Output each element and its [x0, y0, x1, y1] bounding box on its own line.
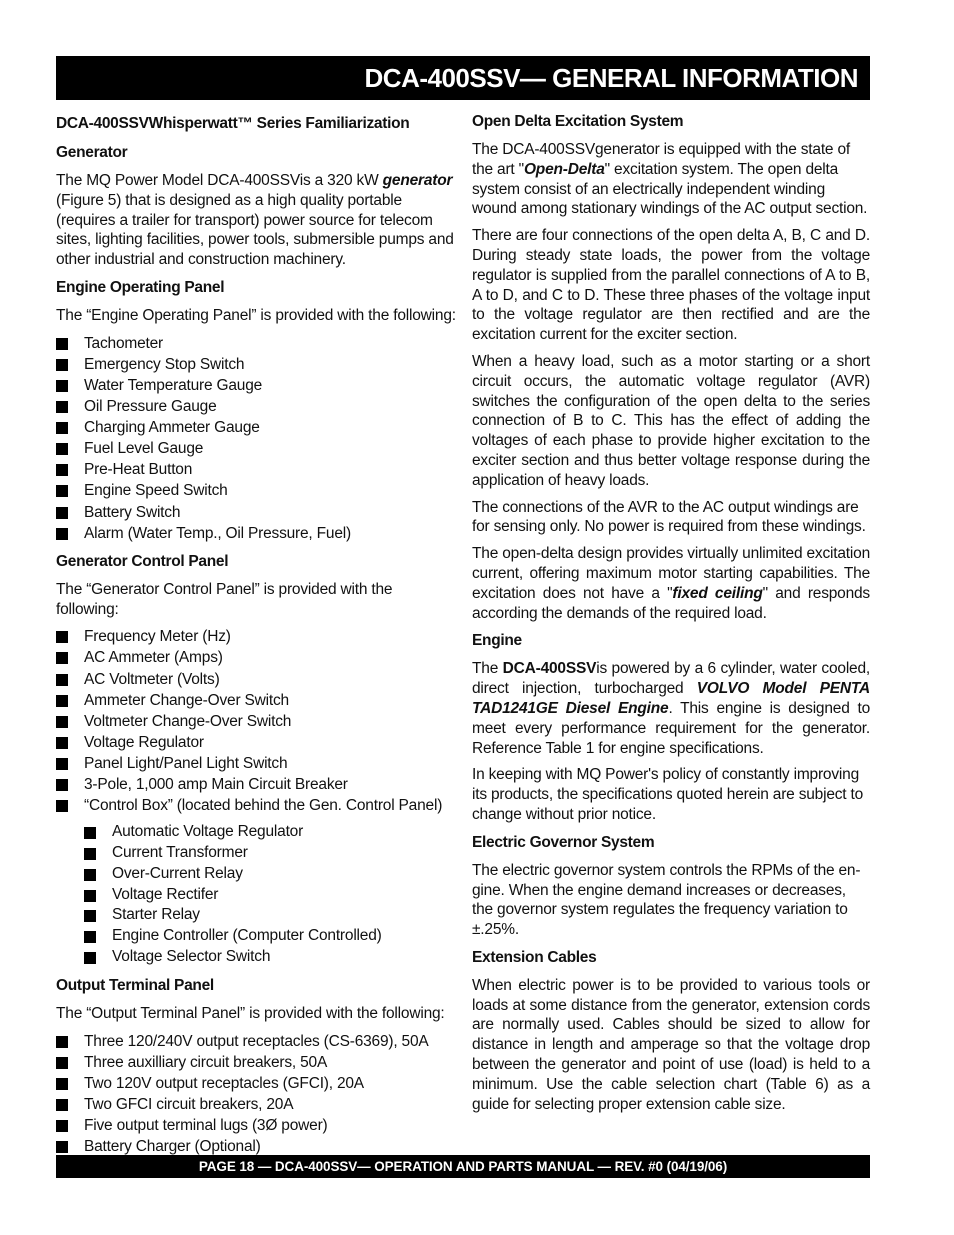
square-bullet-icon	[84, 952, 96, 964]
square-bullet-icon	[56, 401, 68, 413]
list-item	[56, 354, 456, 375]
square-bullet-icon	[56, 631, 68, 643]
square-bullet-icon	[84, 910, 96, 922]
square-bullet-icon	[56, 464, 68, 476]
right-column	[472, 111, 870, 1121]
list-item	[56, 690, 456, 711]
square-bullet-icon	[56, 737, 68, 749]
engine-heading: Engine	[472, 632, 522, 650]
square-bullet-icon	[56, 380, 68, 392]
square-bullet-icon	[56, 1120, 68, 1132]
square-bullet-icon	[56, 1099, 68, 1111]
generator-paragraph	[56, 171, 456, 270]
square-bullet-icon	[56, 779, 68, 791]
list-item-label: Current Transformer	[112, 843, 248, 861]
square-bullet-icon	[56, 674, 68, 686]
square-bullet-icon	[56, 652, 68, 664]
text-run: The	[472, 660, 503, 678]
open-delta-paragraph-5	[472, 544, 870, 623]
list-item-label: Five output terminal lugs (3Ø power)	[84, 1116, 328, 1134]
square-bullet-icon	[84, 931, 96, 943]
list-item-label: Pre-Heat Button	[84, 461, 193, 479]
output-terminal-panel-intro: The “Output Terminal Panel” is provided with the following:	[56, 1004, 445, 1022]
list-item-label: Charging Ammeter Gauge	[84, 419, 260, 437]
extension-cables-heading: Extension Cables	[472, 948, 597, 966]
square-bullet-icon	[84, 827, 96, 839]
text-run: is powered by a 6 cylinder, water cooled, direct injection, turbocharged	[472, 660, 871, 698]
list-item-label: Emergency Stop Switch	[84, 355, 245, 373]
list-item-label: AC Voltmeter (Volts)	[84, 670, 220, 688]
square-bullet-icon	[56, 422, 68, 434]
list-item-label: Three 120/240V output receptacles (CS-6369), 50A	[84, 1032, 429, 1050]
engine-paragraph-1	[472, 659, 870, 758]
text-run: " excitation system. The open delta system consist of an electrically independent winding wound among stationary windings of the AC output section.	[472, 160, 868, 218]
square-bullet-icon	[84, 890, 96, 902]
list-item-label: Two 120V output receptacles (GFCI), 20A	[84, 1074, 364, 1092]
engine-operating-panel-heading: Engine Operating Panel	[56, 278, 225, 296]
square-bullet-icon	[56, 443, 68, 455]
generator-control-panel-list	[56, 626, 456, 816]
open-delta-heading: Open Delta Excitation System	[472, 113, 684, 130]
list-item-label: Engine Controller (Computer Controlled)	[112, 927, 382, 945]
list-item-label: Tachometer	[84, 334, 163, 352]
list-item-label: Panel Light/Panel Light Switch	[84, 754, 288, 772]
list-item-label: Two GFCI circuit breakers, 20A	[84, 1095, 294, 1113]
list-item-label: Voltage Selector Switch	[112, 947, 271, 965]
governor-heading: Electric Governor System	[472, 833, 655, 851]
list-item	[56, 626, 456, 647]
square-bullet-icon	[56, 1078, 68, 1090]
square-bullet-icon	[56, 800, 68, 812]
list-item	[56, 669, 456, 690]
list-item-label: Automatic Voltage Regulator	[112, 823, 304, 841]
open-delta-paragraph-1	[472, 140, 870, 219]
list-item	[56, 732, 456, 753]
list-item	[56, 333, 456, 354]
list-item-label: Over-Current Relay	[112, 864, 243, 882]
square-bullet-icon	[56, 485, 68, 497]
engine-paragraph-2: In keeping with MQ Power's policy of constantly improving its products, the specifications quoted herein are subject to change without prior notice.	[472, 766, 864, 823]
list-item-label: Oil Pressure Gauge	[84, 398, 217, 416]
list-item	[56, 438, 456, 459]
list-item-label: Voltmeter Change-Over Switch	[84, 712, 292, 730]
list-item-label: Three auxilliary circuit breakers, 50A	[84, 1053, 328, 1071]
list-item-label: Ammeter Change-Over Switch	[84, 691, 289, 709]
list-item	[56, 711, 456, 732]
square-bullet-icon	[56, 359, 68, 371]
generator-control-panel-intro: The “Generator Control Panel” is provided with the following:	[56, 580, 393, 618]
list-item-label: Battery Switch	[84, 503, 181, 521]
square-bullet-icon	[56, 1141, 68, 1153]
emphasis-generator: generator	[382, 172, 453, 189]
list-item	[56, 774, 456, 795]
list-item	[56, 375, 456, 396]
familiarization-heading: DCA-400SSVWhisperwatt™ Series Familiarization	[56, 115, 410, 132]
open-delta-paragraph-2: There are four connections of the open delta A, B, C and D. During steady state loads, the power from the voltage regulator is supplied from the parallel connections of A to B, A to D, and C to D. These three phases of the voltage input to the voltage regulator are then rectified and are the excitation current for the exciter section.	[472, 227, 870, 344]
left-column	[56, 113, 456, 1185]
list-item-label: Frequency Meter (Hz)	[84, 628, 231, 646]
square-bullet-icon	[56, 528, 68, 540]
list-item-label: Starter Relay	[112, 906, 200, 924]
list-item-label: Water Temperature Gauge	[84, 376, 263, 394]
text-run: (Figure 5) that is designed as a high quality portable (requires a trailer for transport) power source for telecom sites, lighting facilities, power tools, submersible pumps and other industrial and construction machinery.	[56, 191, 454, 269]
list-item-label: Voltage Regulator	[84, 733, 204, 751]
list-item-label: Engine Speed Switch	[84, 482, 228, 500]
square-bullet-icon	[56, 716, 68, 728]
list-item-label: 3-Pole, 1,000 amp Main Circuit Breaker	[84, 775, 348, 793]
page-title: DCA-400SSV— GENERAL INFORMATION	[364, 63, 858, 93]
text-run: The open-delta design provides virtually unlimited excitation current, offering maximum motor starting capabilities. The excitation does not have a "	[472, 545, 870, 602]
list-item	[56, 1073, 456, 1094]
page-footer-bar	[56, 1155, 870, 1178]
list-item	[56, 396, 456, 417]
engine-operating-panel-intro: The “Engine Operating Panel” is provided with the following:	[56, 306, 456, 324]
list-item-label: Fuel Level Gauge	[84, 440, 204, 458]
square-bullet-icon	[56, 338, 68, 350]
list-item	[56, 459, 456, 480]
emphasis-model: DCA-400SSV	[502, 660, 597, 678]
text-run: The MQ Power Model DCA-400SSVis a 320 kW	[56, 172, 383, 189]
page-title-bar	[56, 56, 870, 100]
text-run: . This engine is designed to meet every performance requirement for the generator. Reference Table 1 for engine specifications.	[472, 699, 870, 757]
list-item	[56, 1115, 456, 1136]
list-item	[84, 885, 456, 906]
text-run: The DCA-400SSVgenerator is equipped with the state of the art "	[472, 141, 850, 178]
list-item	[84, 905, 456, 926]
open-delta-paragraph-3: When a heavy load, such as a motor starting or a short circuit occurs, the automatic voltage regulator (AVR) switches the configuration of the open delta to the series connection of B to C. This has the effect of adding the voltages of each phase to provide higher excitation to the exciter section and thus better voltage response during the application of heavy loads.	[472, 352, 870, 489]
emphasis-open-delta: Open-Delta	[523, 160, 605, 178]
open-delta-paragraph-4: The connections of the AVR to the AC output windings are for sensing only. No power is required from these windings.	[472, 498, 866, 536]
list-item	[56, 1031, 456, 1052]
square-bullet-icon	[56, 758, 68, 770]
control-box-list	[84, 822, 456, 968]
square-bullet-icon	[56, 507, 68, 519]
square-bullet-icon	[56, 1036, 68, 1048]
list-item-label: Battery Charger (Optional)	[84, 1138, 261, 1155]
list-item	[56, 523, 456, 544]
list-item	[56, 480, 456, 501]
square-bullet-icon	[84, 869, 96, 881]
list-item	[84, 843, 456, 864]
square-bullet-icon	[56, 1057, 68, 1069]
list-item-label: “Control Box” (located behind the Gen. Control Panel)	[84, 797, 443, 815]
governor-paragraph: The electric governor system controls the RPMs of the en- gine. When the engine demand increases or decreases, the governor system regulates the frequency variation to ±.25%.	[472, 861, 861, 939]
extension-cables-paragraph: When electric power is to be provided to various tools or loads at some distance from the generator, extension cords are normally used. Cables should be sized to allow for distance in length and amperage so that the voltage drop between the generator and point of use (load) is held to a minimum. Use the cable selection chart (Table 6) as a guide for selecting proper extension cable size.	[472, 976, 870, 1113]
list-item	[84, 864, 456, 885]
list-item	[56, 795, 456, 816]
list-item	[56, 1136, 456, 1157]
output-terminal-panel-heading: Output Terminal Panel	[56, 976, 214, 994]
list-item	[56, 647, 456, 668]
generator-heading: Generator	[56, 144, 128, 161]
text-run: " and responds according the demands of the required load.	[472, 584, 870, 622]
list-item	[56, 1052, 456, 1073]
page-footer-text: PAGE 18 — DCA-400SSV— OPERATION AND PARTS MANUAL — REV. #0 (04/19/06)	[198, 1159, 728, 1174]
engine-operating-panel-list	[56, 333, 456, 544]
list-item-label: Alarm (Water Temp., Oil Pressure, Fuel)	[84, 524, 351, 542]
list-item	[56, 1094, 456, 1115]
list-item	[56, 753, 456, 774]
list-item	[84, 822, 456, 843]
emphasis-engine-model: VOLVO Model PENTA TAD1241GE Diesel Engine	[472, 680, 870, 717]
square-bullet-icon	[56, 695, 68, 707]
list-item	[56, 417, 456, 438]
list-item	[84, 926, 456, 947]
list-item	[56, 502, 456, 523]
list-item-label: AC Ammeter (Amps)	[84, 649, 223, 667]
list-item-label: Voltage Rectifer	[112, 885, 219, 903]
square-bullet-icon	[84, 848, 96, 860]
generator-control-panel-heading: Generator Control Panel	[56, 552, 229, 570]
emphasis-fixed-ceiling: fixed ceiling	[672, 584, 763, 602]
list-item	[84, 947, 456, 968]
